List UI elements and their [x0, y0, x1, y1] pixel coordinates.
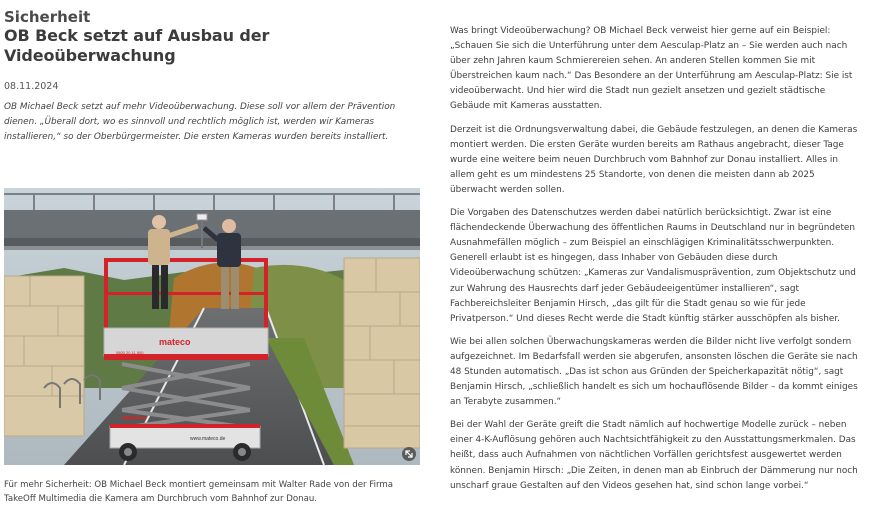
article-kicker: Sicherheit — [4, 8, 91, 26]
article-header — [4, 8, 424, 66]
article-teaser: OB Michael Beck setzt auf mehr Videoüberwachung. Diese soll vor allem der Prävention dienen. „Überall dort, wo es sinnvoll und rechtlich möglich ist, werden wir Kameras installieren,“ so der Oberbürgermeister. Die ersten Kameras wurden bereits installiert. — [4, 102, 396, 142]
article-photo[interactable] — [4, 188, 420, 465]
body-paragraph-1: Was bringt Videoüberwachung? OB Michael Beck verweist hier gerne auf ein Beispiel: „Schauen Sie sich die Unterführung unter dem Aesculap-Platz an – Sie werden auch nach über zehn Jahren kaum Schmierereien sehen. An anderen Stellen kommen Sie mit Überstreichen kaum nach.“ Das Besondere an der Unterführung am Aesculap-Platz: Sie ist videoüberwacht. Und hier wird die Stadt nun gezielt ansetzen und gezielt städtische Gebäude mit Kameras ausstatten. — [450, 26, 853, 112]
lift-brand-label-lower: mateco — [122, 415, 147, 422]
body-paragraph-5: Bei der Wahl der Geräte greift die Stadt nämlich auf hochwertige Modelle zurück – neben einer 4-K-Auflösung gehören auch Nachtsichtfähigkeit zu den Ausstattungsmerkmalen. Das heißt, dass auch Aufnahmen von nächtlichen Vorfällen gerichtsfest ausgewertet werden können. Benjamin Hirsch: „Die Zeiten, in denen man ab Einbruch der Dämmerung nur noch unscharf graue Gestalten auf den Videos gesehen hat, sind schon lange vorbei.“ — [450, 420, 858, 491]
expand-icon — [402, 447, 416, 461]
article-body — [450, 24, 862, 502]
lift-brand-label: mateco — [159, 337, 191, 347]
photo-caption: Für mehr Sicherheit: OB Michael Beck montiert gemeinsam mit Walter Rade von der Firma TakeOff Multimedia die Kamera am Durchbruch vom Bahnhof zur Donau. — [4, 480, 394, 504]
lift-phone-label: 0800 20 11 600 — [116, 350, 144, 355]
expand-image-button[interactable] — [402, 447, 416, 461]
body-paragraph-3: Die Vorgaben des Datenschutzes werden dabei natürlich berücksichtigt. Zwar ist eine flächendeckende Überwachung des öffentlichen Raums in Deutschland nur in begründeten Ausnahmefällen möglich – zum Beispiel an einschlägigen Kriminalitätsschwerpunkten. Generell erlaubt ist es hingegen, dass Inhaber von Gebäuden diese durch Videoüberwachung schützen: „Kameras zur Vandalismusprävention, zum Objektschutz und zur Wahrung des Hausrechts darf jeder Gebäudeeigentümer installieren“, sagt Fachbereichsleiter Benjamin Hirsch, „das gilt für die Stadt genau so wie für jede Privatperson.“ Und dieses Recht werde die Stadt künftig stärker ausschöpfen als bisher. — [450, 208, 856, 324]
body-paragraph-2: Derzeit ist die Ordnungsverwaltung dabei, die Gebäude festzulegen, an denen die Kameras montiert werden. Die ersten Geräte wurden bereits am Rathaus angebracht, dieser Tage wurde eine weitere beim neuen Durchbruch vom Bahnhof zur Donau installiert. Alles in allem geht es um mindestens 25 Standorte, von denen die meisten dann ab 2025 überwacht werden sollen. — [450, 124, 858, 195]
body-paragraph-4: Wie bei allen solchen Überwachungskameras werden die Bilder nicht live verfolgt sondern aufgezeichnet. Im Bedarfsfall werden sie abgerufen, ansonsten löschen die Geräte sie nach 48 Stunden automatisch. „Das ist schon aus Gründen der Speicherkapazität nötig“, sagt Benjamin Hirsch, „schließlich handelt es sich um hochauflösende Bilder – da kommt einiges an Terabyte zusammen.“ — [450, 336, 858, 408]
photo-illustration — [4, 188, 420, 465]
article-date: 08.11.2024 — [4, 81, 59, 92]
lift-url-label: www.mateco.de — [190, 436, 226, 442]
article-headline: OB Beck setzt auf Ausbau der Videoüberwachung — [4, 26, 270, 65]
